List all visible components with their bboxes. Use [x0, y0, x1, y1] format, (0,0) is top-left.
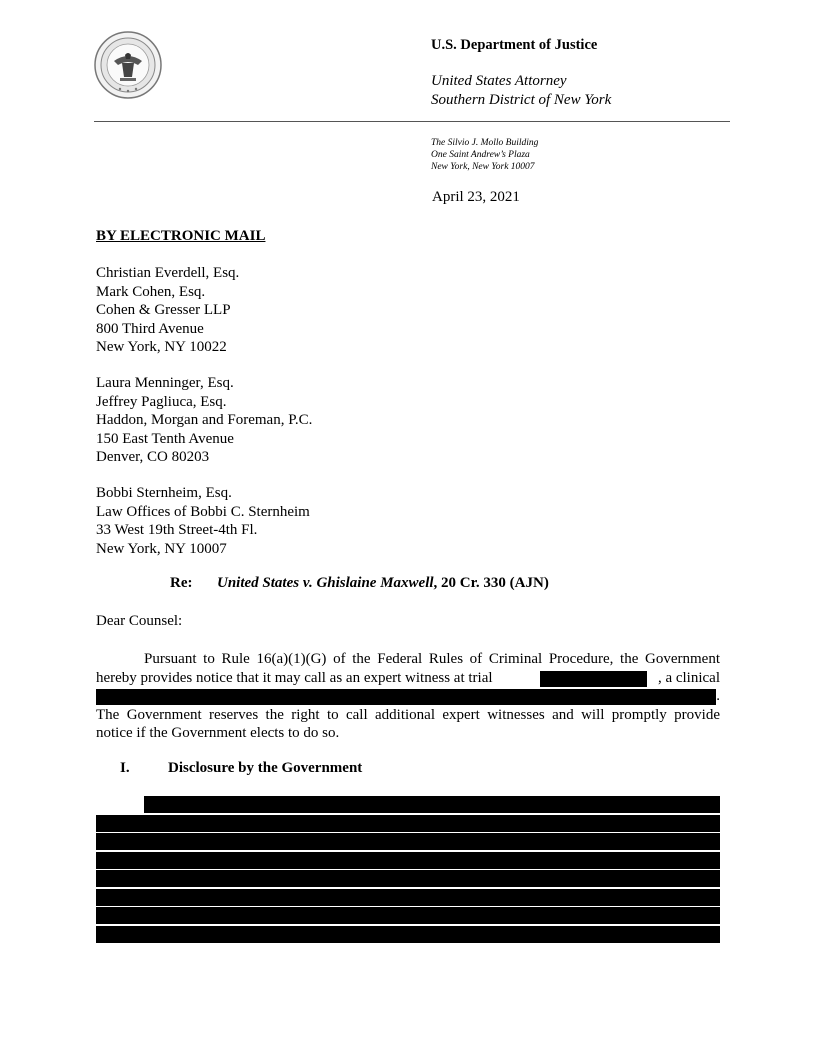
redaction-bar — [96, 815, 720, 832]
recipient-block — [96, 374, 312, 467]
delivery-method: BY ELECTRONIC MAIL — [96, 228, 266, 244]
recipient-line: 33 West 19th Street-4th Fl. — [96, 522, 258, 538]
body-line: The Government reserves the right to call additional expert witnesses and will promptly provide — [96, 706, 720, 723]
address-line: One Saint Andrew’s Plaza — [431, 150, 530, 160]
body-line-3-end: . — [716, 688, 720, 704]
redaction-bar — [540, 671, 647, 687]
redaction-bar — [96, 889, 720, 906]
body-line-2-start: hereby provides notice that it may call as an expert witness at trial — [96, 669, 493, 686]
redaction-bar — [96, 852, 720, 869]
recipient-block — [96, 264, 239, 357]
recipient-line: Bobbi Sternheim, Esq. — [96, 485, 232, 501]
section-title: Disclosure by the Government — [168, 760, 363, 776]
office-district: Southern District of New York — [431, 92, 612, 108]
recipient-line: Denver, CO 80203 — [96, 449, 210, 465]
recipient-line: 150 East Tenth Avenue — [96, 430, 234, 447]
body-paragraph — [96, 650, 720, 743]
redaction-bar — [96, 870, 720, 887]
recipient-line: Laura Menninger, Esq. — [96, 375, 234, 391]
body-line: Pursuant to Rule 16(a)(1)(G) of the Federal Rules of Criminal Procedure, the Government — [144, 651, 720, 667]
recipient-line: Jeffrey Pagliuca, Esq. — [96, 393, 227, 410]
department-name: U.S. Department of Justice — [431, 37, 598, 53]
redaction-bar — [96, 833, 720, 850]
recipient-line: Law Offices of Bobbi C. Sternheim — [96, 503, 310, 520]
redaction-bar — [96, 689, 716, 705]
recipient-line: Mark Cohen, Esq. — [96, 283, 206, 300]
address-line: The Silvio J. Mollo Building — [431, 138, 539, 148]
body-line-3 — [96, 687, 720, 706]
re-line — [170, 575, 549, 592]
section-number: I. — [120, 760, 130, 776]
redaction-bar — [96, 926, 720, 943]
recipient-line: Christian Everdell, Esq. — [96, 265, 240, 281]
recipient-line: 800 Third Avenue — [96, 320, 204, 337]
recipient-line: Haddon, Morgan and Foreman, P.C. — [96, 412, 313, 428]
re-label: Re: — [170, 575, 193, 591]
body-line-2 — [96, 669, 720, 688]
case-name: United States v. Ghislaine Maxwell — [217, 575, 434, 591]
redaction-bar — [144, 796, 720, 813]
case-number: , 20 Cr. 330 (AJN) — [433, 575, 549, 591]
salutation: Dear Counsel: — [96, 613, 183, 629]
recipient-block — [96, 484, 310, 558]
doj-seal-icon — [94, 31, 162, 99]
body-line-2-end: , a clinical — [657, 669, 720, 686]
body-line: notice if the Government elects to do so. — [96, 725, 340, 741]
redaction-bar — [96, 907, 720, 924]
letterhead-rule — [94, 121, 730, 122]
office-title: United States Attorney — [431, 73, 567, 89]
recipient-line: Cohen & Gresser LLP — [96, 302, 231, 318]
recipient-line: New York, NY 10007 — [96, 540, 227, 557]
address-line: New York, New York 10007 — [431, 162, 535, 172]
recipient-line: New York, NY 10022 — [96, 339, 227, 355]
letter-date: April 23, 2021 — [432, 189, 520, 205]
